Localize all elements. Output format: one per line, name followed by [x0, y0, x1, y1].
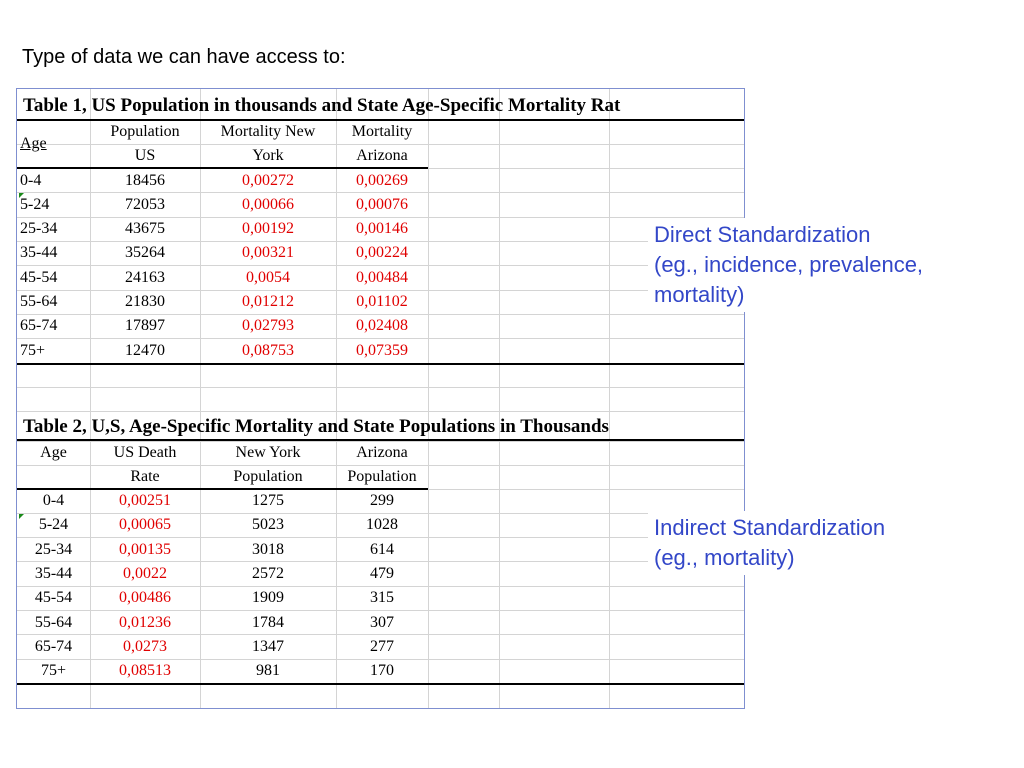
- table2-header-az-2: Population: [347, 468, 417, 485]
- table-row-t2-5-ny: 1784: [252, 614, 284, 631]
- table-row-t1-4-ny: 0,0054: [246, 269, 290, 286]
- table1-header-mortality-az-2: Arizona: [356, 147, 408, 164]
- table-row-t2-6-rate: 0,0273: [123, 638, 167, 655]
- table-row-t1-1-ny: 0,00066: [242, 196, 294, 213]
- table-row-t1-0-pop: 18456: [125, 172, 165, 189]
- table-row-t1-5-age: 55-64: [20, 293, 58, 310]
- table-row-t2-1-ny: 5023: [252, 516, 284, 533]
- direct-standardization-note: [648, 218, 929, 312]
- table-row-t1-3-age: 35-44: [20, 244, 58, 261]
- table-row-t1-7-az: 0,07359: [356, 342, 408, 359]
- table-row-t2-6-az: 277: [370, 638, 394, 655]
- table-row-t1-7-age: 75+: [20, 342, 46, 359]
- table-row-t2-3-age: 35-44: [34, 565, 73, 582]
- table-row-t2-2-age: 25-34: [34, 541, 73, 558]
- table2-title: Table 2, U,S, Age-Specific Mortality and State Populations in Thousands: [23, 416, 609, 437]
- table-row-t2-7-rate: 0,08513: [119, 662, 171, 679]
- spreadsheet: [16, 88, 745, 709]
- table-row-t1-7-pop: 12470: [125, 342, 165, 359]
- table-row-t1-6-ny: 0,02793: [242, 317, 294, 334]
- table-row-t2-0-ny: 1275: [252, 492, 284, 509]
- intro-text: Type of data we can have access to:: [22, 46, 346, 68]
- table-row-t2-4-age: 45-54: [34, 589, 73, 606]
- table-row-t2-1-az: 1028: [366, 516, 398, 533]
- table-row-t2-5-rate: 0,01236: [119, 614, 171, 631]
- table1-header-mortality-ny-2: York: [252, 147, 284, 164]
- table-row-t2-3-ny: 2572: [252, 565, 284, 582]
- table2-header-age: Age: [40, 444, 67, 461]
- table-row-t2-7-age: 75+: [40, 662, 67, 679]
- table-row-t2-7-ny: 981: [256, 662, 280, 679]
- table2-header-us-death-2: Rate: [130, 468, 160, 485]
- table-row-t1-6-age: 65-74: [20, 317, 58, 334]
- table-row-t1-3-az: 0,00224: [356, 244, 408, 261]
- table-row-t1-3-pop: 35264: [125, 244, 165, 261]
- table-row-t2-0-az: 299: [370, 492, 394, 509]
- table-row-t1-3-ny: 0,00321: [242, 244, 294, 261]
- direct-note-line-2: (eg., incidence, prevalence,: [654, 252, 924, 277]
- table-row-t1-4-age: 45-54: [20, 269, 58, 286]
- table-row-t2-4-rate: 0,00486: [119, 589, 171, 606]
- table-row-t2-3-rate: 0,0022: [123, 565, 167, 582]
- table1-header-population: Population: [110, 123, 180, 140]
- table-row-t1-2-pop: 43675: [125, 220, 165, 237]
- table-row-t1-5-pop: 21830: [125, 293, 165, 310]
- table-row-t1-1-az: 0,00076: [356, 196, 408, 213]
- table-row-t2-2-ny: 3018: [252, 541, 284, 558]
- table-row-t1-4-az: 0,00484: [356, 269, 408, 286]
- table-row-t1-0-ny: 0,00272: [242, 172, 294, 189]
- table-row-t1-1-age: 5-24: [20, 196, 50, 213]
- table-row-t1-0-az: 0,00269: [356, 172, 408, 189]
- table1-header-mortality-az: Mortality: [351, 123, 413, 140]
- table-row-t1-7-ny: 0,08753: [242, 342, 294, 359]
- table-row-t1-5-az: 0,01102: [356, 293, 408, 310]
- table1-title: Table 1, US Population in thousands and State Age-Specific Mortality Rat: [23, 95, 621, 116]
- table-row-t1-2-age: 25-34: [20, 220, 58, 237]
- table-row-t2-3-az: 479: [370, 565, 394, 582]
- indirect-note-line-1: Indirect Standardization: [654, 515, 886, 540]
- table-row-t2-5-az: 307: [370, 614, 394, 631]
- table2-header-az: Arizona: [356, 444, 408, 461]
- table-row-t2-1-rate: 0,00065: [119, 516, 171, 533]
- table-row-t2-1-age: 5-24: [38, 516, 69, 533]
- table-row-t1-0-age: 0-4: [20, 172, 42, 189]
- table-row-t2-6-age: 65-74: [34, 638, 73, 655]
- indirect-standardization-note: [648, 511, 891, 575]
- table-row-t1-4-pop: 24163: [125, 269, 165, 286]
- table1-header-age: Age: [20, 135, 47, 152]
- table-row-t1-5-ny: 0,01212: [242, 293, 294, 310]
- table2-header-ny: New York: [235, 444, 301, 461]
- table-row-t2-6-ny: 1347: [252, 638, 284, 655]
- table-row-t1-6-pop: 17897: [125, 317, 165, 334]
- table-row-t2-2-az: 614: [370, 541, 394, 558]
- table1-header-mortality-ny: Mortality New: [220, 123, 316, 140]
- direct-note-line-3: mortality): [654, 282, 745, 307]
- table-row-t1-2-ny: 0,00192: [242, 220, 294, 237]
- table-row-t2-0-age: 0-4: [42, 492, 65, 509]
- table2-header-ny-2: Population: [233, 468, 303, 485]
- table2-header-us-death: US Death: [113, 444, 177, 461]
- table-row-t1-2-az: 0,00146: [356, 220, 408, 237]
- table-row-t1-6-az: 0,02408: [356, 317, 408, 334]
- table-row-t2-5-age: 55-64: [34, 614, 73, 631]
- direct-note-line-1: Direct Standardization: [654, 222, 871, 247]
- table-row-t2-7-az: 170: [370, 662, 394, 679]
- indirect-note-line-2: (eg., mortality): [654, 545, 795, 570]
- table1-header-population-2: US: [134, 147, 156, 164]
- table-row-t2-0-rate: 0,00251: [119, 492, 171, 509]
- table-row-t1-1-pop: 72053: [125, 196, 165, 213]
- table-row-t2-2-rate: 0,00135: [119, 541, 171, 558]
- table-row-t2-4-ny: 1909: [252, 589, 284, 606]
- table-row-t2-4-az: 315: [370, 589, 394, 606]
